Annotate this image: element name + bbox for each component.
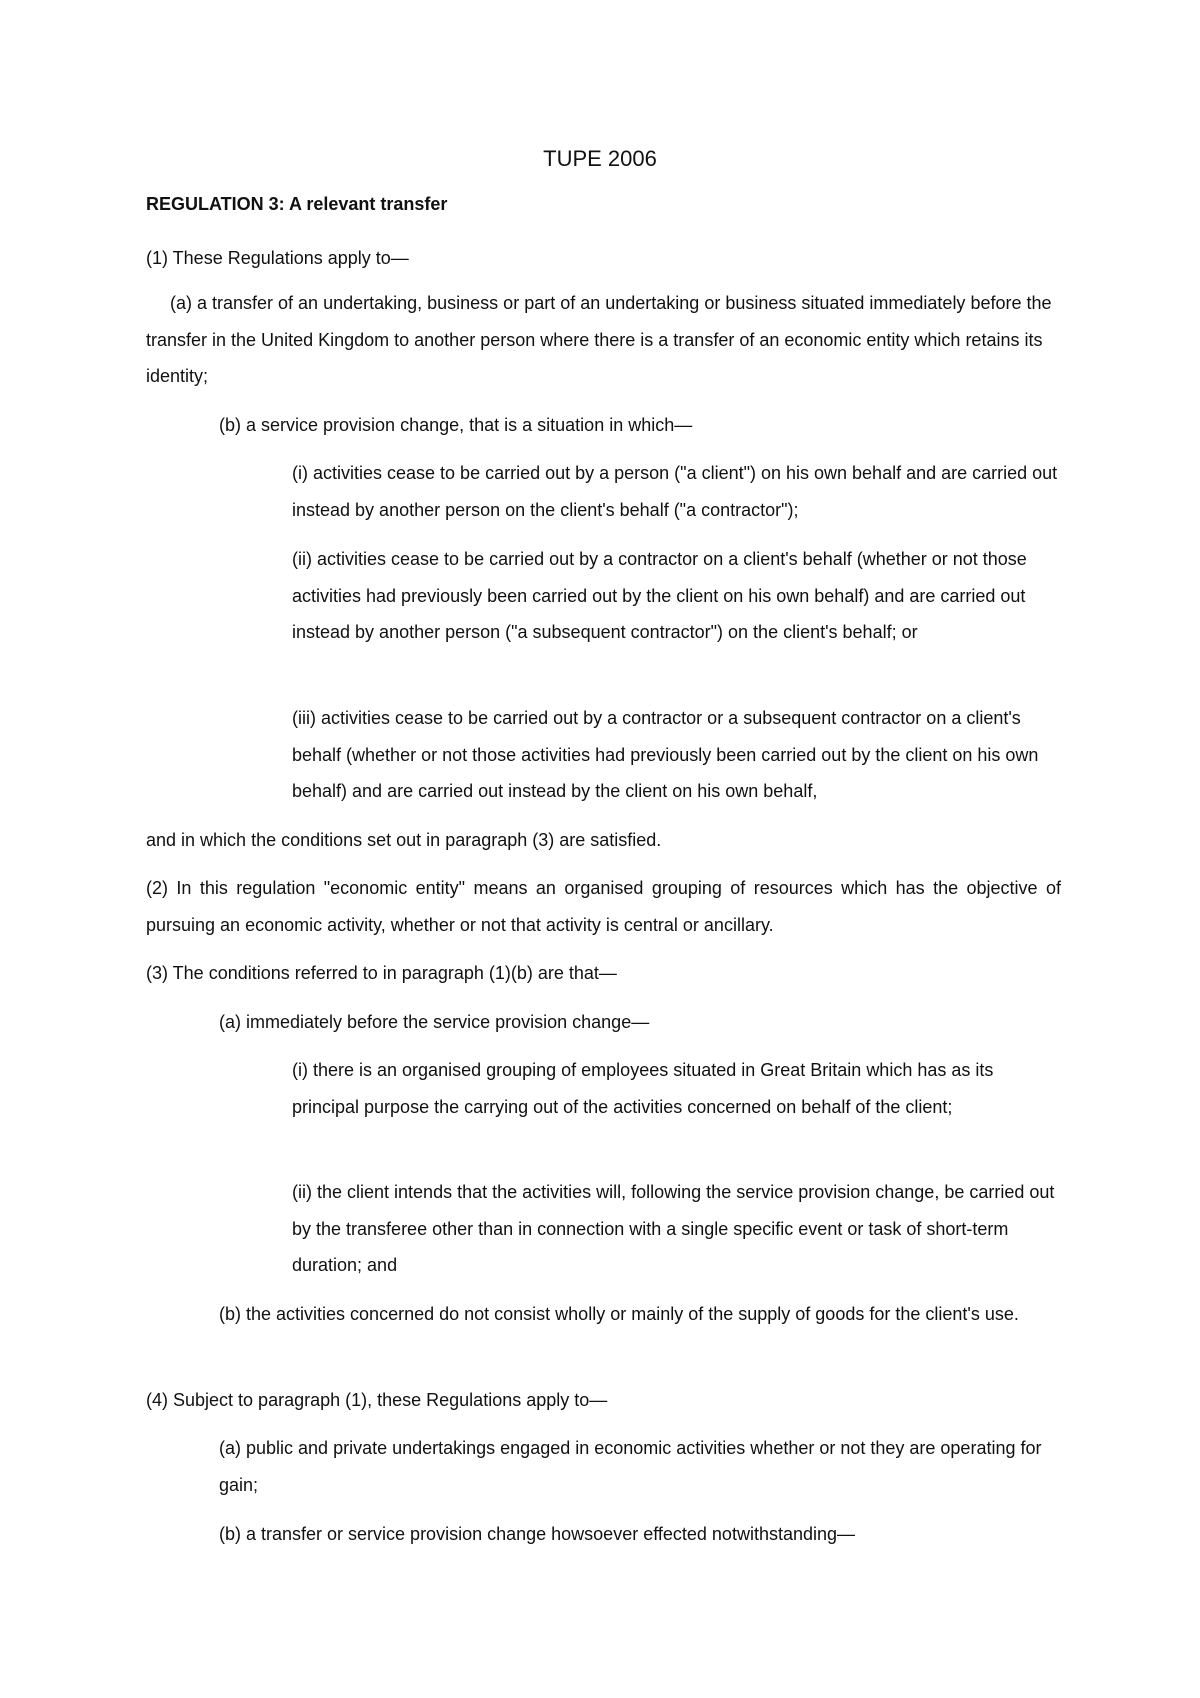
paragraph-1b-i: (i) activities cease to be carried out by a person ("a client") on his own behalf and are carried out instead by another person on the client's behalf ("a contractor"); [292, 463, 1058, 520]
paragraph-3a: (a) immediately before the service provision change— [219, 1012, 650, 1032]
paragraph-3a-ii: (ii) the client intends that the activities will, following the service provision change, be carried out by the transferee other than in connection with a single specific event or task of short-term duration; and [292, 1182, 1055, 1275]
document-title: TUPE 2006 [543, 146, 657, 171]
paragraph-4-intro: (4) Subject to paragraph (1), these Regulations apply to— [146, 1390, 608, 1410]
paragraph-4a: (a) public and private undertakings engaged in economic activities whether or not they are operating for gain; [219, 1438, 1042, 1495]
paragraph-4b: (b) a transfer or service provision change howsoever effected notwithstanding— [219, 1524, 856, 1544]
paragraph-1b-ii: (ii) activities cease to be carried out by a contractor on a client's behalf (whether or not those activities had previously been carried out by the client on his own behalf) and are carried out instead by another person ("a subsequent contractor") on the client's behalf; or [292, 549, 1027, 642]
paragraph-3-intro: (3) The conditions referred to in paragraph (1)(b) are that— [146, 963, 617, 983]
paragraph-3a-i: (i) there is an organised grouping of employees situated in Great Britain which has as its principal purpose the carrying out of the activities concerned on behalf of the client; [292, 1060, 994, 1117]
paragraph-1-intro: (1) These Regulations apply to— [146, 248, 409, 268]
paragraph-2: (2) In this regulation "economic entity" means an organised grouping of resources which has the objective of pursuing an economic activity, whether or not that activity is central or ancillary. [146, 878, 1061, 935]
paragraph-1b: (b) a service provision change, that is a situation in which— [219, 415, 693, 435]
paragraph-1a: (a) a transfer of an undertaking, business or part of an undertaking or business situated immediately before the transfer in the United Kingdom to another person where there is a transfer of an economic entity which retains its identity; [146, 293, 1052, 386]
paragraph-1-conditions: and in which the conditions set out in paragraph (3) are satisfied. [146, 830, 662, 850]
regulation-heading: REGULATION 3: A relevant transfer [146, 194, 448, 214]
paragraph-3b: (b) the activities concerned do not consist wholly or mainly of the supply of goods for the client's use. [219, 1304, 1019, 1324]
paragraph-1b-iii: (iii) activities cease to be carried out by a contractor or a subsequent contractor on a client's behalf (whether or not those activities had previously been carried out by the client on his own behalf) and are carried out instead by the client on his own behalf, [292, 708, 1039, 801]
